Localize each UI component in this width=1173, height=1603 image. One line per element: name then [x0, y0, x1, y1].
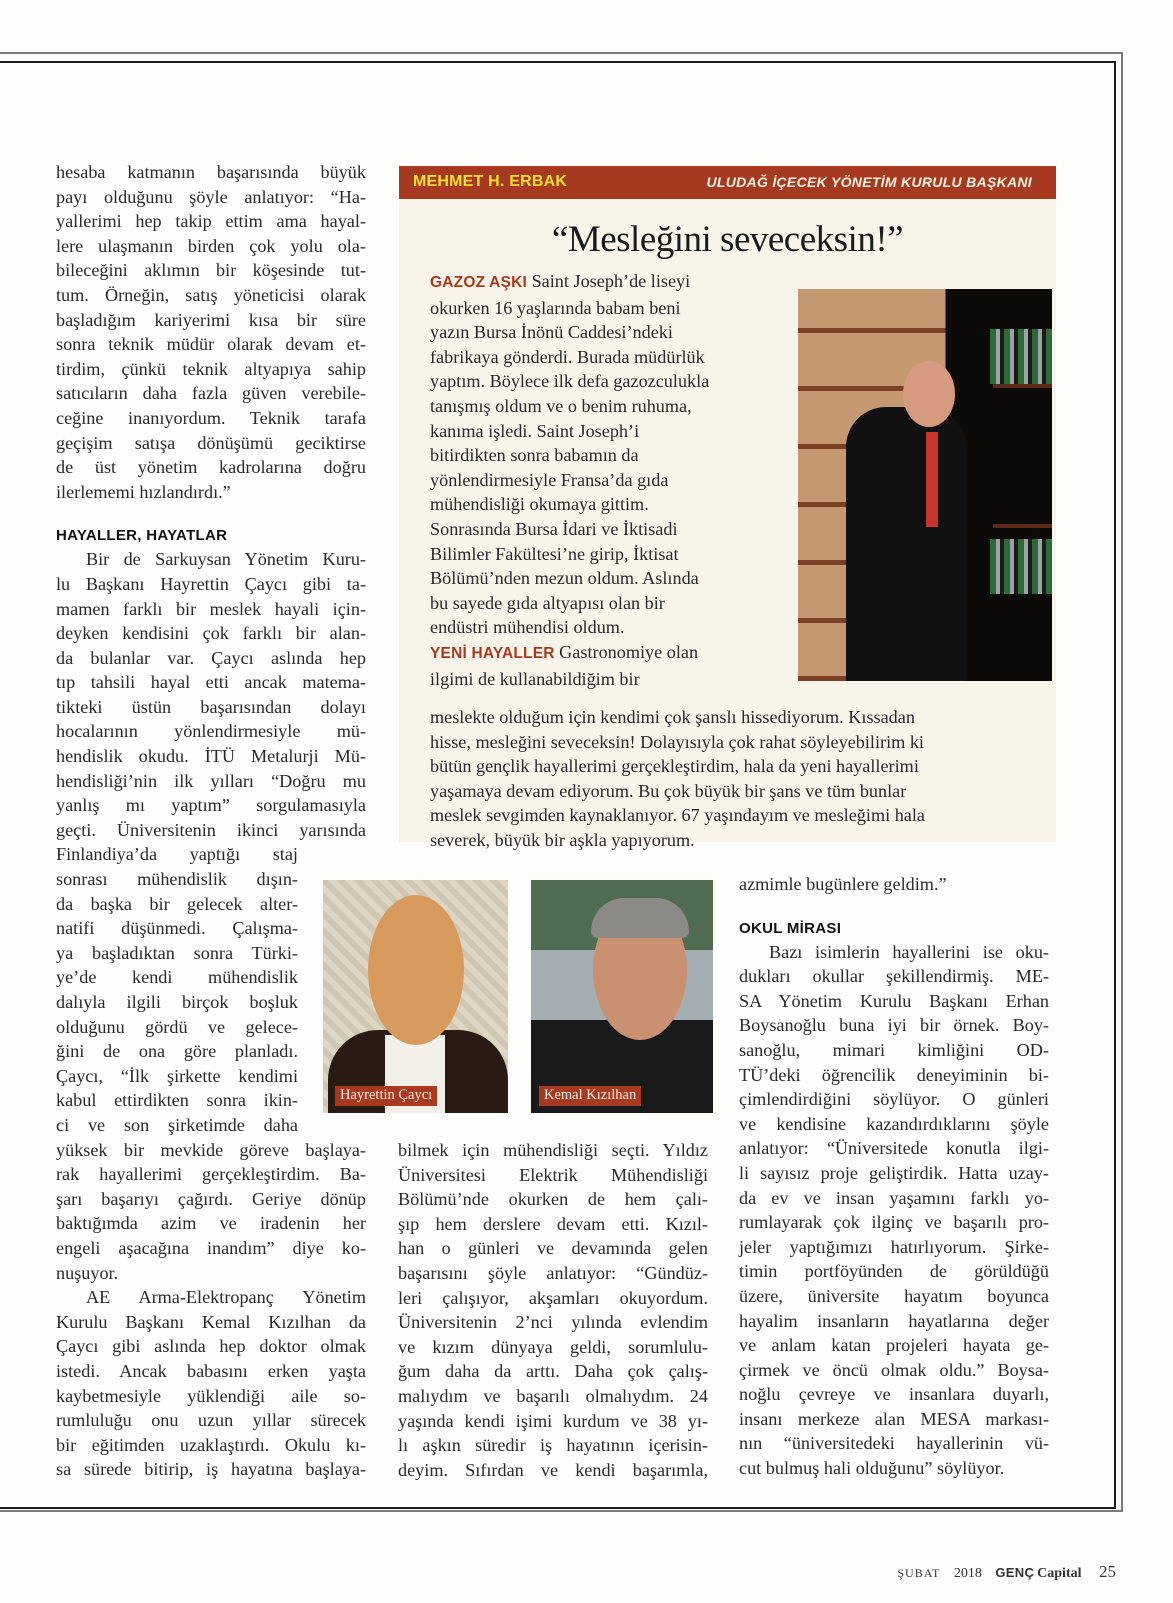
text-line: sonra teknik müdür olarak devam et-	[56, 334, 366, 355]
text-line: ve kızım dünyaya geldi, sorumlulu-	[398, 1336, 708, 1357]
text-line: hayalim insanların hayatlarına değer	[739, 1310, 1049, 1331]
text-line: bilmek için mühendisliği seçti. Yıldız	[398, 1140, 708, 1160]
photo-detail	[990, 539, 1052, 594]
text-line: severek, büyük bir aşkla yapıyorum.	[430, 829, 695, 850]
text-line: Bölümü’nde okurken de hem çalı-	[398, 1189, 708, 1210]
text-line: payı olduğunu şöyle anlatıyor: “Ha-	[56, 186, 366, 207]
text-line: anlatıyor: “Üniversitede konutla ilgi-	[739, 1138, 1049, 1159]
text-line: da ev ve insan yaşamını farklı yo-	[739, 1187, 1049, 1208]
text-line: hisse, mesleğini seveceksin! Dolayısıyla çok rahat söyleyebilirim ki	[430, 731, 924, 752]
text-line: natifi düşünmedi. Çalışma-	[56, 918, 298, 939]
text-line: tanışmış oldum ve o benim ruhuma,	[430, 395, 692, 416]
photo-mehmet-erbak	[798, 289, 1052, 681]
text-line: ve anlam katan projeleri hayata ge-	[739, 1335, 1049, 1356]
text-line: Çaycı, “İlk şirkette kendimi	[56, 1065, 298, 1086]
text-line: malıydım ve başarılı olmalıydım. 24	[398, 1385, 708, 1406]
photo-caption: Hayrettin Çaycı	[335, 1086, 437, 1106]
text-line: fabrikaya gönderdi. Burada müdürlük	[430, 346, 705, 367]
text-line: ceğine inanıyordum. Teknik tarafa	[56, 407, 366, 428]
paragraph	[398, 1138, 708, 1482]
text-line: Finlandiya’da yaptığı staj	[56, 844, 298, 865]
kicker-yeni-hayaller: YENİ HAYALLER	[430, 644, 555, 662]
paragraph	[56, 547, 366, 842]
article-column-right	[739, 872, 1049, 1481]
text-line: azmimle bugünlere geldim.”	[739, 874, 947, 894]
article-column-middle	[398, 1138, 708, 1482]
paragraph	[56, 1138, 366, 1286]
text-line: geçişim satışa dönüşümü geciktirse	[56, 432, 366, 453]
page-footer	[887, 1562, 1116, 1582]
text-line: SA Yönetim Kurulu Başkanı Erhan	[739, 990, 1049, 1011]
text-line: sa sürede bitirip, iş hayatına başlaya-	[56, 1459, 366, 1480]
sidebar-title: “Mesleğini seveceksin!”	[551, 219, 904, 260]
text-line: tıp tahsili hayal etti ancak matema-	[56, 672, 366, 693]
photo-detail	[591, 898, 689, 938]
text-line: olduğunu gördü ve gelece-	[56, 1016, 298, 1037]
text-line: jeler yaptığımızı hatırlıyorum. Şirke-	[739, 1236, 1049, 1257]
text-line: endüstri mühendisi oldum.	[430, 617, 625, 638]
text-line: deyim. Sıfırdan ve kendi başarımla,	[398, 1459, 708, 1480]
text-line: timin portföyünden de görüldüğü	[739, 1261, 1049, 1282]
footer-magazine-name: GENÇ	[995, 1565, 1035, 1580]
text-line: ğini de ona göre planladı.	[56, 1041, 298, 1062]
text-line: bu sayede gıda altyapısı olan bir	[430, 592, 665, 613]
text-line: satıcıların daha fazla güven verebile-	[56, 383, 366, 404]
photo-detail	[903, 361, 955, 427]
text-line: ya başladıktan sonra Türki-	[56, 942, 298, 963]
paragraph	[56, 1285, 366, 1482]
text-line: da başka bir gelecek alter-	[56, 893, 298, 914]
paragraph-narrow	[56, 842, 298, 1137]
article-column-left	[56, 160, 366, 1482]
text-line: insanı merkeze alan MESA markası-	[739, 1408, 1049, 1429]
text-line: yaşında kendi işimi kurdum ve 38 yı-	[398, 1410, 708, 1431]
text-line: başladığım kariyerimi kısa bir süre	[56, 309, 366, 330]
text-line: yaşamaya devam ediyorum. Bu çok büyük bir şans ve tüm bunlar	[430, 780, 907, 801]
text-line: nuşuyor.	[56, 1262, 119, 1283]
photo-detail	[368, 895, 464, 1045]
text-line: yallerimi hep takip ettim ama hayal-	[56, 211, 366, 232]
text-line: lu Başkanı Hayrettin Çaycı gibi ta-	[56, 573, 366, 594]
text-line: dalıyla ilgili birçok boşluk	[56, 992, 298, 1012]
text-line: bileceğini aklımın bir köşesinde tut-	[56, 260, 366, 281]
text-line: de üst yönetim kadrolarına doğru	[56, 457, 366, 478]
text-line: kaybetmesiyle yüklendiği aile so-	[56, 1385, 366, 1406]
sidebar-header-bar	[399, 166, 1056, 199]
text-line: mühendisliği okumaya gittim.	[430, 494, 649, 515]
text-line: Bazı isimlerin hayallerini ise oku-	[769, 941, 1049, 962]
text-line: Sonrasında Bursa İdari ve İktisadi	[430, 518, 678, 539]
text-line: yaptım. Böylece ilk defa gazozculukla	[430, 371, 710, 392]
footer-magazine-name-2: Capital	[1037, 1566, 1082, 1581]
text-line: Boysanoğlu buna iyi bir örnek. Boy-	[739, 1015, 1049, 1036]
text-line: şarı başarıyı çağırdı. Geriye dönüp	[56, 1188, 366, 1209]
text-line: hendislik okudu. İTÜ Metalurji Mü-	[56, 746, 366, 767]
text-line: nın “üniversitedeki hayallerinin vü-	[739, 1433, 1049, 1454]
text-line: cut bulmuş hali olduğunu” söylüyor.	[739, 1458, 1005, 1479]
text-line: yazın Bursa İnönü Caddesi’ndeki	[430, 322, 673, 343]
text-line: meslek sevgimden kaynaklanıyor. 67 yaşındayım ve mesleğimi hala	[430, 805, 925, 826]
text-line: yanlış mı yaptım” sorgulamasıyla	[56, 795, 366, 816]
text-line: sonrası mühendislik dışın-	[56, 869, 298, 890]
photo-hayrettin-cayci	[323, 880, 508, 1113]
footer-month: ŞUBAT	[897, 1566, 941, 1580]
text-line: AE Arma-Elektropanç Yönetim	[86, 1287, 366, 1308]
text-line: kabul ettirdikten sonra ikin-	[56, 1090, 298, 1111]
text-line: şıp hem derslere devam etti. Kızıl-	[398, 1213, 708, 1234]
photo-detail	[993, 524, 1052, 528]
text-line: Bölümü’nden mezun oldum. Aslında	[430, 568, 699, 589]
text-line: li sayısız proje geliştirdik. Hatta uzay-	[739, 1162, 1049, 1183]
text-line: han o günleri ve devamında gelen	[398, 1238, 708, 1259]
text-line: tirdim, çünkü teknik altyapıya sahip	[56, 358, 366, 379]
paragraph	[56, 160, 366, 504]
text-line: Üniversitenin 2’nci yılında evlendim	[398, 1312, 708, 1333]
text-line: geçti. Üniversitenin ikinci yarısında	[56, 819, 366, 840]
text-line: kanıma işledi. Saint Joseph’i	[430, 420, 640, 441]
text-line: tum. Örneğin, satış yöneticisi olarak	[56, 284, 366, 305]
text-line: lere ulaşmanın birden çok yolu ola-	[56, 235, 366, 256]
photo-detail	[993, 384, 1052, 388]
text-line: bir eğitimden uzaklaştırdı. Okulu kı-	[56, 1434, 366, 1455]
page-number: 25	[1099, 1562, 1116, 1581]
text-line: ğum daha da arttı. Daha çok çalış-	[398, 1361, 708, 1382]
text-line: Bilimler Fakültesi’ne girip, İktisat	[430, 543, 679, 564]
text-line: TÜ’deki öğrencilik deneyiminin bi-	[739, 1064, 1049, 1085]
text-line: hocalarının yönlendirmesiyle mü-	[56, 721, 366, 742]
text-line: mamen farklı bir meslek hayali için-	[56, 598, 366, 619]
text-line: dukları okullar şekillendirmiş. ME-	[739, 966, 1049, 987]
text-line: lı aşkın süredir iş hayatının içerisin-	[398, 1435, 708, 1456]
photo-detail	[926, 432, 938, 527]
text-block	[430, 296, 790, 640]
photo-detail	[990, 329, 1052, 384]
text-line: ci ve son şirketimde daha	[56, 1114, 298, 1135]
text-line: meslekte olduğum için kendimi çok şanslı hissediyorum. Kıssadan	[430, 707, 915, 727]
section-heading-hayaller: HAYALLER, HAYATLAR	[56, 527, 228, 545]
kicker-gazoz-aski: GAZOZ AŞKI	[430, 274, 528, 291]
text-line: leri çalışıyor, akşamları okuyordum.	[398, 1287, 708, 1308]
text-line: ilerlememi hızlandırdı.”	[56, 481, 231, 502]
text-line: ye’de kendi mühendislik	[56, 967, 298, 988]
text-line: bitirdikten sonra babamın da	[430, 445, 639, 466]
text-line: çirmek ve öncü olmak oldu.” Boysa-	[739, 1359, 1049, 1380]
text-line: istedi. Ancak babasını erken yaşta	[56, 1360, 366, 1381]
text-line: rak hayallerimi gerçekleştirdim. Ba-	[56, 1164, 366, 1185]
text-line: Bir de Sarkuysan Yönetim Kuru-	[86, 549, 366, 570]
photo-caption: Kemal Kızılhan	[539, 1086, 641, 1106]
text-line: engeli aşacağına inandım” diye ko-	[56, 1237, 366, 1258]
text-line: rumlayarak çok ilginç ve başarılı pro-	[739, 1212, 1049, 1233]
text-line: noğlu çevreye ve insanlara duyarlı,	[739, 1384, 1049, 1405]
text-line: baktığımda azim ve iradenin her	[56, 1213, 366, 1234]
footer-year: 2018	[953, 1566, 982, 1581]
text-line: Üniversitesi Elektrik Mühendisliği	[398, 1164, 708, 1185]
text-line: hesaba katmanın başarısında büyük	[56, 162, 366, 182]
paragraph	[739, 940, 1049, 1481]
text-line: rumluluğu onu uzun yıllar sürecek	[56, 1410, 366, 1431]
text-line: Saint Joseph’de liseyi	[527, 271, 691, 291]
text-line: bütün gençlik hayallerimi gerçekleştirdim, hala da yeni hayallerimi	[430, 756, 919, 777]
text-line: başarısını şöyle anlatıyor: “Gündüz-	[398, 1262, 708, 1283]
text-line: Çaycı gibi aslında hep doktor olmak	[56, 1336, 366, 1357]
photo-detail	[846, 407, 966, 681]
text-line: hendisliği’nin ilk yılları “Doğru mu	[56, 770, 366, 791]
text-line: okurken 16 yaşlarında babam beni	[430, 297, 681, 318]
text-line: Gastronomiye olan	[554, 641, 699, 662]
sidebar-person-name: MEHMET H. ERBAK	[413, 173, 568, 190]
sidebar-person-role: ULUDAĞ İÇECEK YÖNETİM KURULU BAŞKANI	[706, 174, 1032, 190]
text-line: sanoğlu, mimari kimliğini OD-	[739, 1039, 1049, 1060]
text-line: Kurulu Başkanı Kemal Kızılhan da	[56, 1311, 366, 1332]
sidebar-text	[430, 269, 790, 691]
text-line: da bulanlar var. Çaycı aslında hep	[56, 647, 366, 668]
text-line: tikteki üstün başarısından dolayı	[56, 696, 366, 717]
text-line: ve kendisine kazandırdıklarını şöyle	[739, 1113, 1049, 1134]
text-line: deyken kendisini çok farklı bir alan-	[56, 623, 366, 644]
text-line: ilgimi de kullanabildiğim bir	[430, 668, 640, 689]
photo-kemal-kizilhan	[531, 880, 713, 1113]
text-line: çimlendirdiğini söylüyor. O günleri	[739, 1089, 1049, 1110]
text-line: yönlendirmesiyle Fransa’da gıda	[430, 469, 669, 490]
sidebar-text-wide	[430, 705, 1040, 853]
text-line: üzere, üniversite hayatım boyunca	[739, 1285, 1049, 1306]
text-line: yüksek bir mevkide göreve başlaya-	[56, 1139, 366, 1160]
section-heading-okul-mirasi: OKUL MİRASI	[739, 919, 842, 937]
